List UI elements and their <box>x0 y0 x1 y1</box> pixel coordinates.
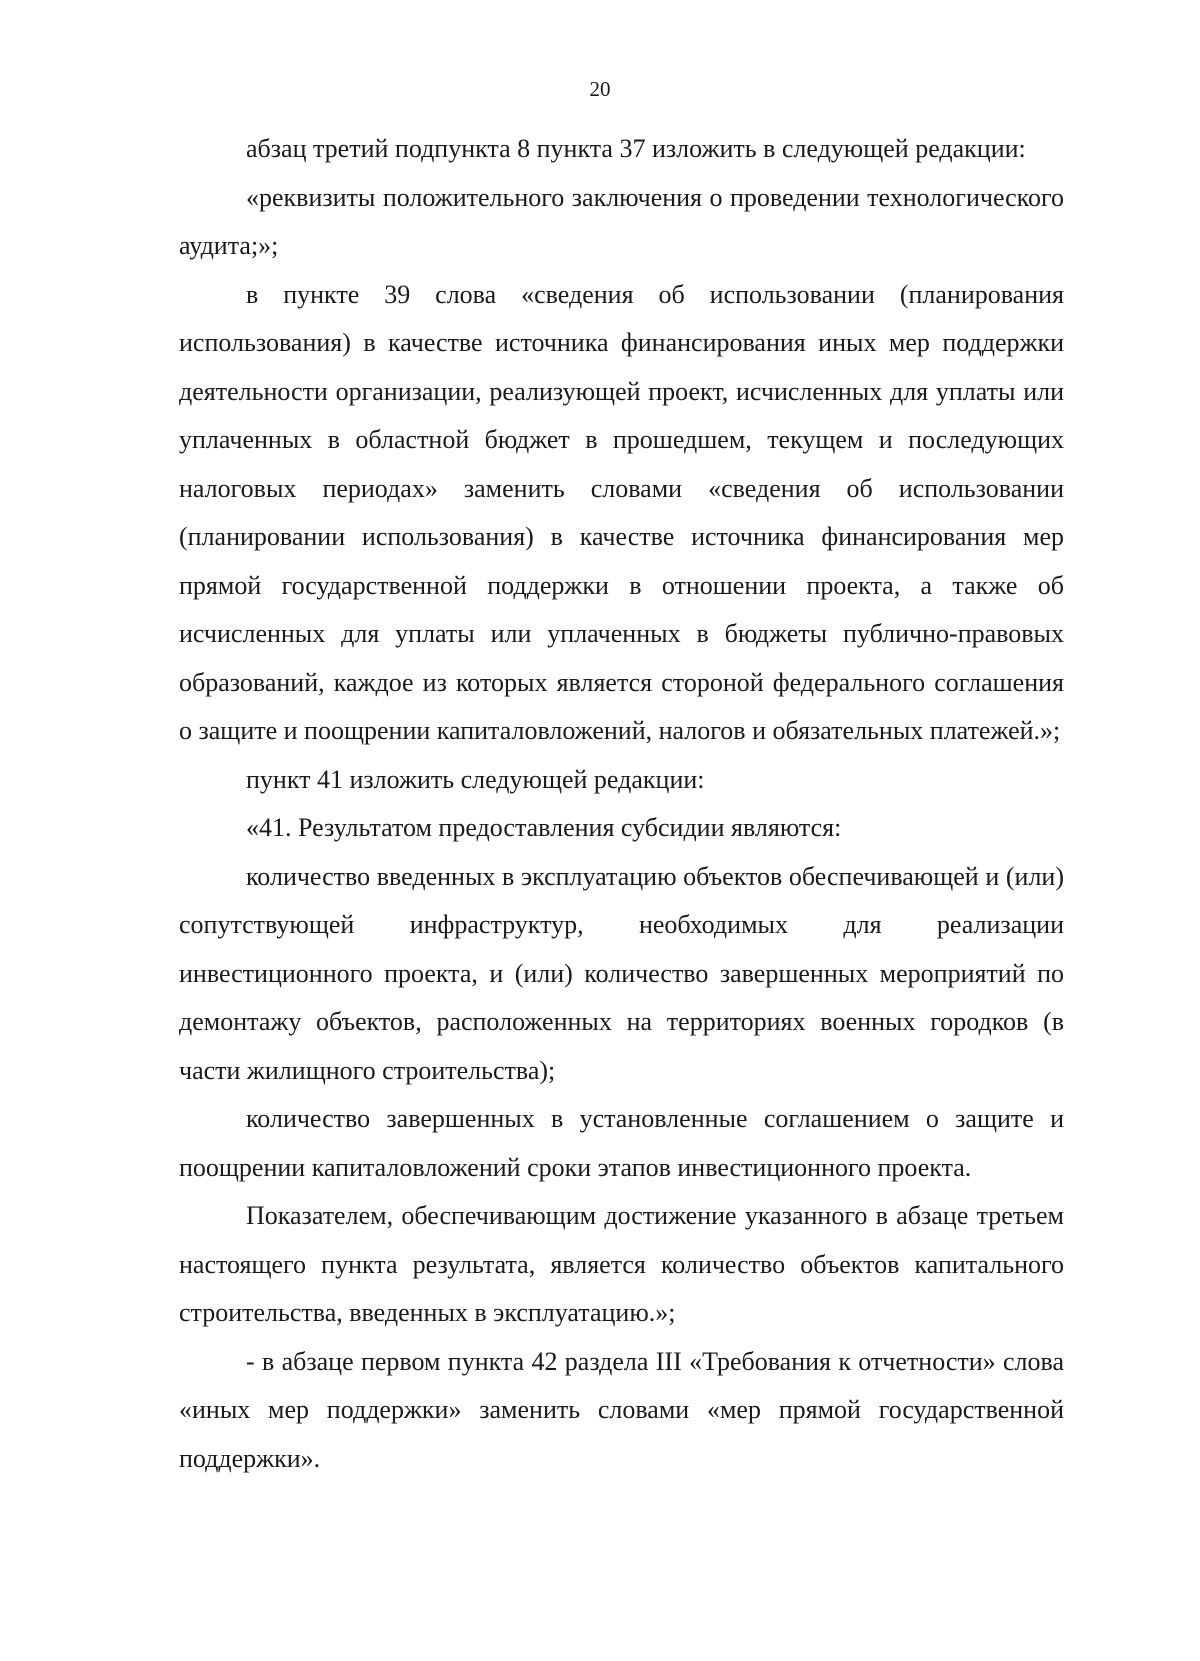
paragraph-amend-41: пункт 41 изложить следующей редакции: <box>246 764 705 794</box>
paragraph-amend-39: в пункте 39 слова «сведения об использовании (планирования использования) в качестве источника финансирования иных мер поддержки деятельности организации, реализующей проект, исчисленных для уплаты или уплаченных в областной бюджет в прошедшем, текущем и последующих налоговых периодах» заменить словами «сведения об использовании (планировании использования) в качестве источника финансирования мер прямой государственной поддержки в отношении проекта, а также об исчисленных для уплаты или уплаченных в бюджеты публично-правовых образований, каждое из которых является стороной федерального соглашения о защите и поощрении капиталовложений, налогов и обязательных платежей.»; <box>179 279 1064 745</box>
paragraph-result-infrastructure: количество введенных в эксплуатацию объектов обеспечивающей и (или) сопутствующей инфраструктур, необходимых для реализации инвестиционного проекта, и (или) количество завершенных мероприятий по демонтажу объектов, расположенных на территориях военных городков (в части жилищного строительства); <box>179 861 1064 1085</box>
paragraph-quote-audit: «реквизиты положительного заключения о проведении технологического аудита;»; <box>179 182 1064 260</box>
paragraph-41-results: «41. Результатом предоставления субсидии являются: <box>246 813 842 842</box>
page-number: 20 <box>589 77 611 101</box>
paragraph-amend-42: - в абзаце первом пункта 42 раздела III «Требования к отчетности» слова «иных мер поддержки» заменить словами «мер прямой государственной поддержки». <box>179 1346 1064 1473</box>
paragraph-indicator: Показателем, обеспечивающим достижение указанного в абзаце третьем настоящего пункта результата, является количество объектов капитального строительства, введенных в эксплуатацию.»; <box>179 1201 1064 1327</box>
paragraph-amend-37: абзац третий подпункта 8 пункта 37 изложить в следующей редакции: <box>246 134 1026 163</box>
document-body <box>179 125 1064 1483</box>
paragraph-result-stages: количество завершенных в установленные соглашением о защите и поощрении капиталовложений сроки этапов инвестиционного проекта. <box>179 1104 1064 1182</box>
